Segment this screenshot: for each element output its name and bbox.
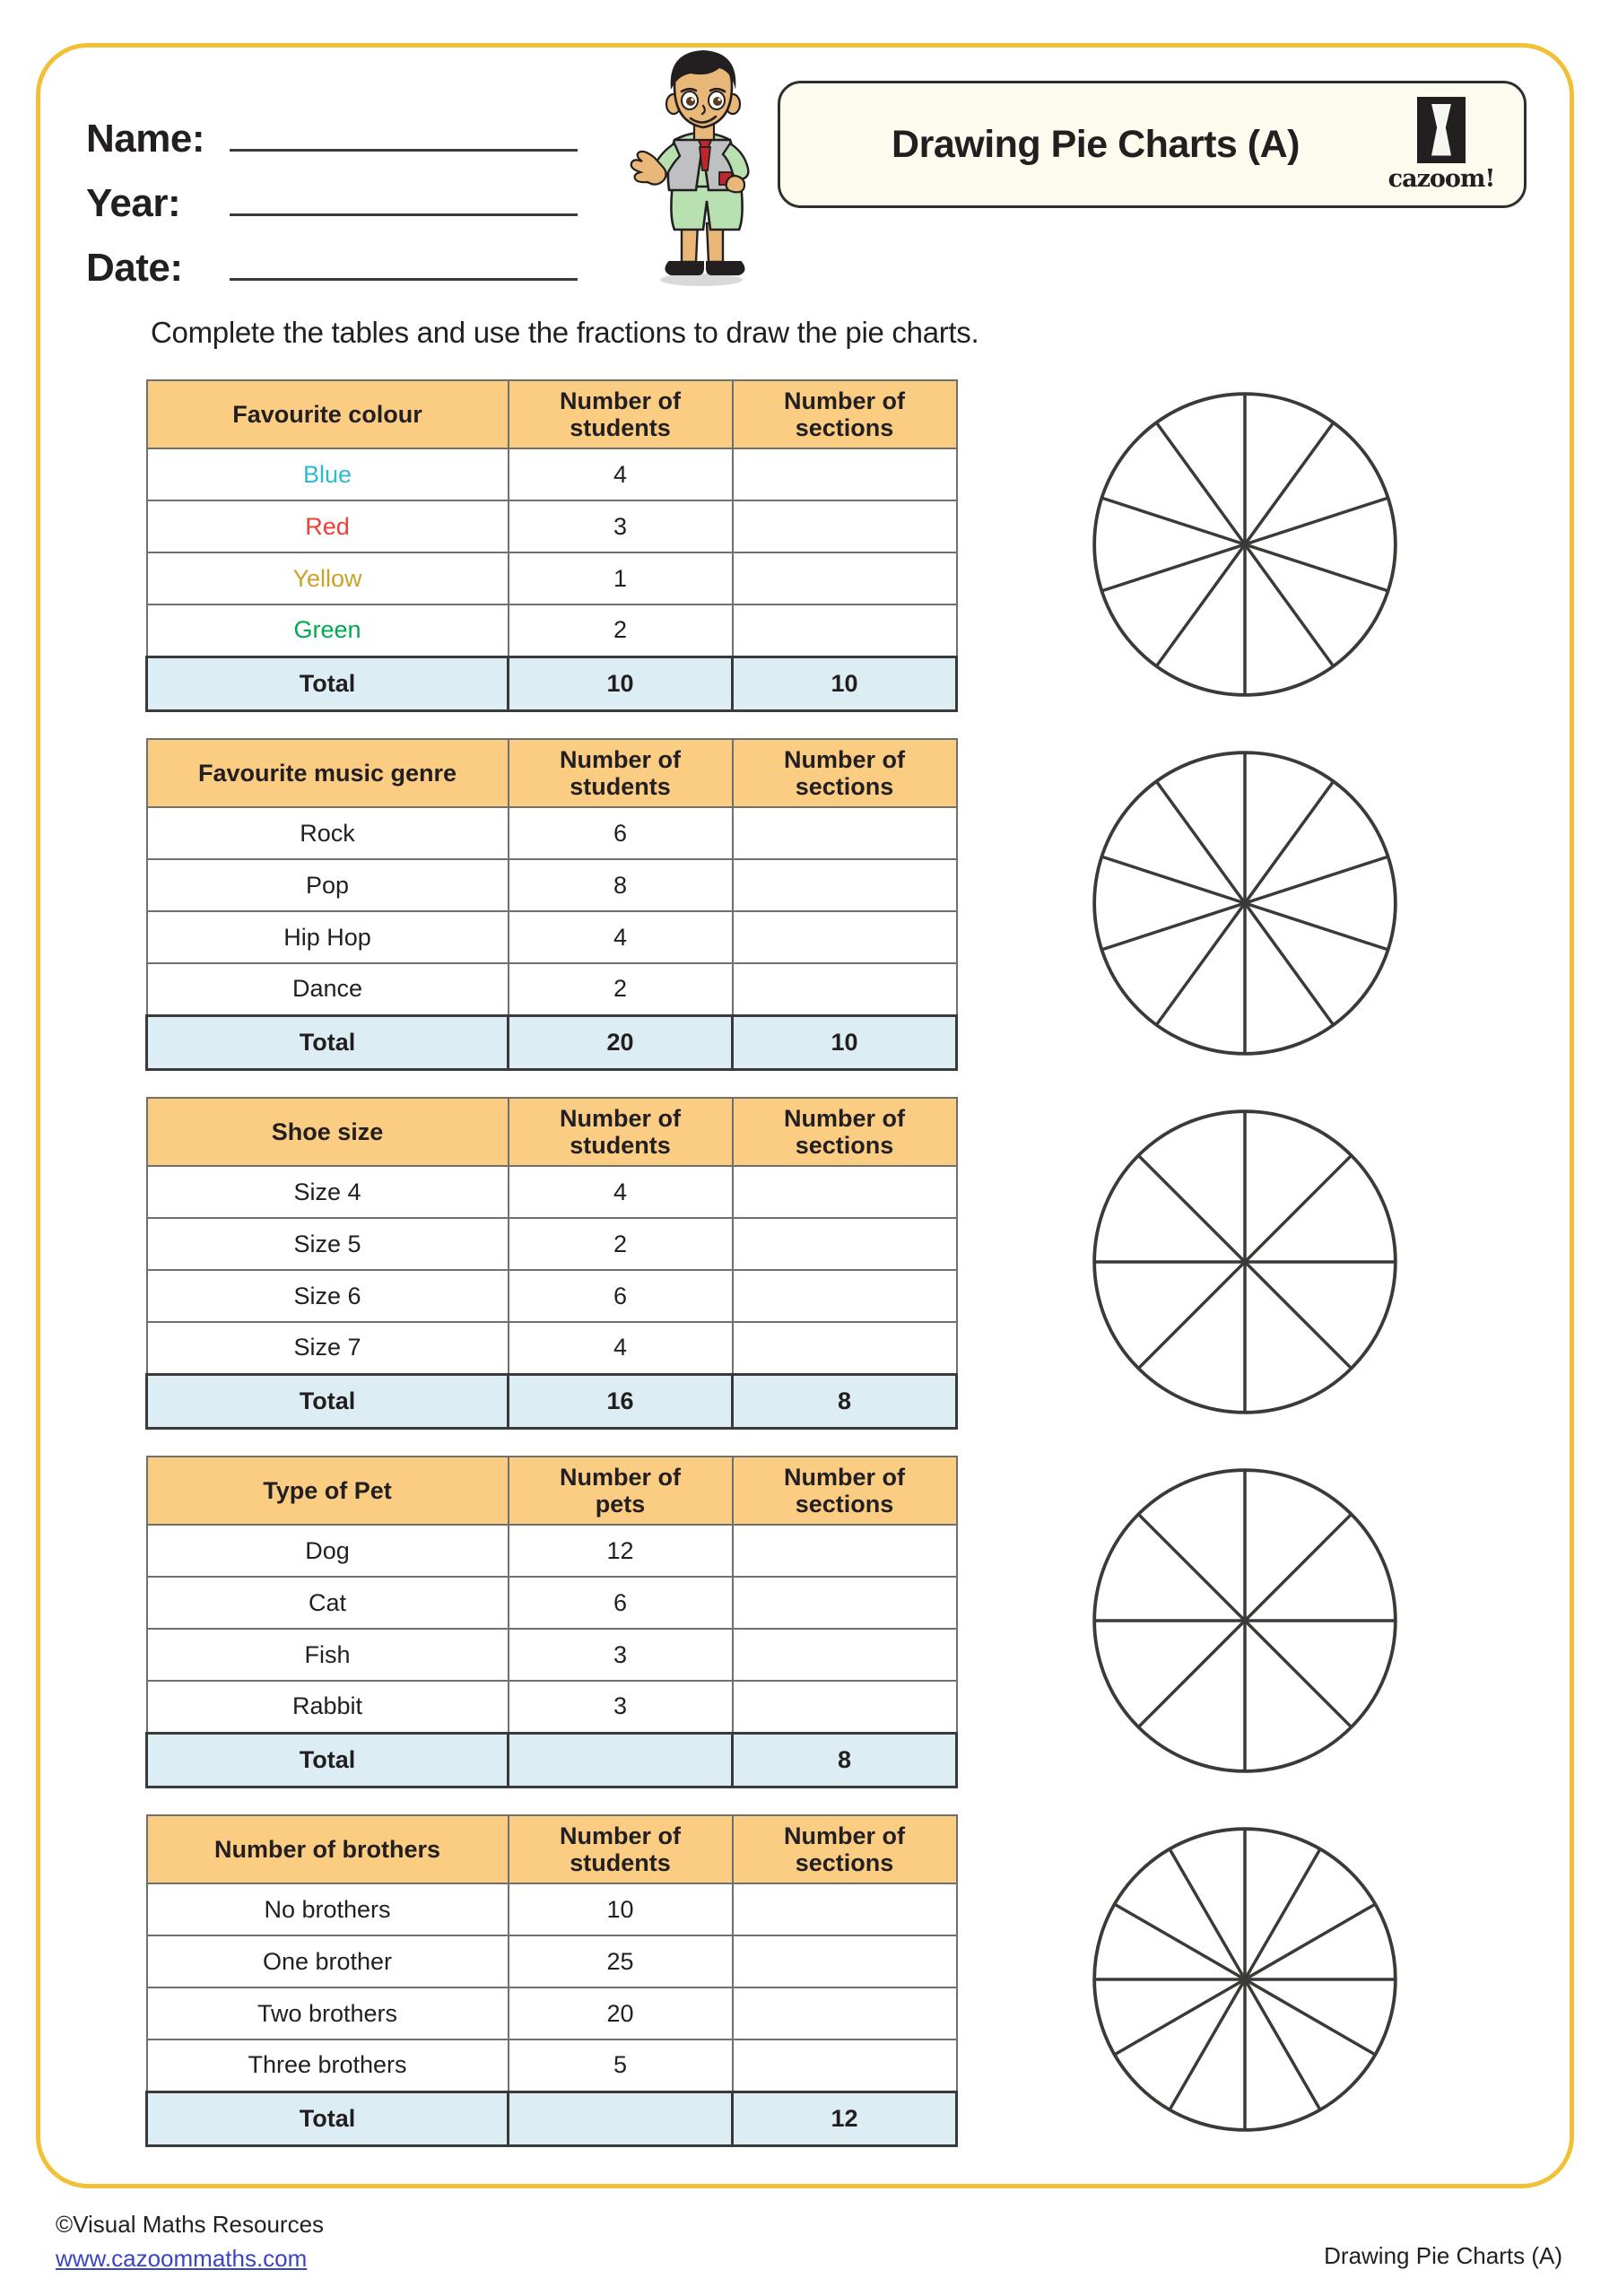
table-row (147, 604, 957, 657)
table-row (147, 1987, 957, 2039)
table-row (147, 1681, 957, 1733)
table-total-row (147, 1015, 957, 1069)
cell-sections-blank[interactable] (733, 911, 957, 963)
cell-count: 3 (509, 1681, 733, 1733)
cell-count: 4 (509, 448, 733, 500)
cell-category: Dance (147, 963, 509, 1015)
cell-category: Rock (147, 807, 509, 859)
date-field-row (86, 223, 578, 288)
cazoom-glass-icon (1417, 97, 1466, 163)
cell-category: Size 6 (147, 1270, 509, 1322)
cell-category: Size 5 (147, 1218, 509, 1270)
year-input-line[interactable] (230, 213, 578, 216)
column-header-sections: Number of sections (733, 1457, 957, 1525)
worksheet-block (0, 1090, 1618, 1448)
table-total-row (147, 1374, 957, 1428)
worksheet-body (0, 372, 1618, 2166)
cell-sections-blank[interactable] (733, 1218, 957, 1270)
column-header-count: Number of students (509, 380, 733, 448)
blank-pie-chart[interactable] (1074, 1450, 1415, 1791)
table-header-row (147, 1457, 957, 1525)
total-label: Total (147, 2092, 509, 2145)
table-row (147, 1166, 957, 1218)
worksheet-header (0, 0, 1618, 296)
page-title: Drawing Pie Charts (A) (892, 122, 1300, 166)
total-sections: 8 (733, 1374, 957, 1428)
total-count[interactable]: 10 (509, 657, 733, 710)
data-table (145, 1814, 958, 2147)
table-row (147, 1218, 957, 1270)
table-row (147, 1935, 957, 1987)
date-label: Date: (86, 246, 183, 290)
table-header-row (147, 380, 957, 448)
data-table (145, 738, 958, 1071)
cell-category: Red (147, 500, 509, 552)
cell-count: 4 (509, 911, 733, 963)
cell-count: 10 (509, 1883, 733, 1935)
data-table (145, 1456, 958, 1788)
total-sections: 8 (733, 1733, 957, 1787)
cell-category: Hip Hop (147, 911, 509, 963)
blank-pie-chart[interactable] (1074, 374, 1415, 715)
table-row (147, 1270, 957, 1322)
cell-category: Fish (147, 1629, 509, 1681)
cell-count: 2 (509, 604, 733, 657)
table-row (147, 552, 957, 604)
cell-sections-blank[interactable] (733, 1883, 957, 1935)
cell-category: Cat (147, 1577, 509, 1629)
cell-category: Two brothers (147, 1987, 509, 2039)
total-count[interactable]: 16 (509, 1374, 733, 1428)
total-sections: 10 (733, 657, 957, 710)
cell-count: 8 (509, 859, 733, 911)
cell-count: 6 (509, 1270, 733, 1322)
table-total-row (147, 657, 957, 710)
total-count[interactable]: 20 (509, 1015, 733, 1069)
cell-sections-blank[interactable] (733, 807, 957, 859)
total-count[interactable] (509, 2092, 733, 2145)
date-input-line[interactable] (230, 278, 578, 281)
column-header-sections: Number of sections (733, 739, 957, 807)
cazoom-logo (1379, 97, 1504, 193)
worksheet-block (0, 1807, 1618, 2166)
table-row (147, 448, 957, 500)
total-label: Total (147, 657, 509, 710)
total-label: Total (147, 1374, 509, 1428)
cell-category: Pop (147, 859, 509, 911)
column-header-category: Favourite music genre (147, 739, 509, 807)
cell-category: Rabbit (147, 1681, 509, 1733)
website-link[interactable]: www.cazoommaths.com (56, 2244, 308, 2272)
cell-category: No brothers (147, 1883, 509, 1935)
cell-count: 4 (509, 1166, 733, 1218)
column-header-sections: Number of sections (733, 380, 957, 448)
table-row (147, 500, 957, 552)
cell-sections-blank[interactable] (733, 2039, 957, 2092)
column-header-count: Number of pets (509, 1457, 733, 1525)
cell-count: 2 (509, 963, 733, 1015)
column-header-count: Number of students (509, 739, 733, 807)
table-row (147, 911, 957, 963)
cell-category: Blue (147, 448, 509, 500)
table-row (147, 1577, 957, 1629)
copyright-text: ©Visual Maths Resources (56, 2211, 325, 2238)
cell-count: 20 (509, 1987, 733, 2039)
column-header-category: Type of Pet (147, 1457, 509, 1525)
worksheet-block (0, 372, 1618, 731)
cell-sections-blank[interactable] (733, 1577, 957, 1629)
footer-worksheet-label: Drawing Pie Charts (A) (1324, 2242, 1562, 2269)
name-label: Name: (86, 117, 204, 161)
cell-category: Yellow (147, 552, 509, 604)
cell-sections-blank[interactable] (733, 604, 957, 657)
column-header-category: Favourite colour (147, 380, 509, 448)
cell-sections-blank[interactable] (733, 1525, 957, 1577)
data-table (145, 1097, 958, 1430)
cell-sections-blank[interactable] (733, 859, 957, 911)
cell-sections-blank[interactable] (733, 1270, 957, 1322)
blank-pie-chart[interactable] (1074, 1809, 1415, 2150)
cell-count: 12 (509, 1525, 733, 1577)
cell-count: 6 (509, 1577, 733, 1629)
column-header-sections: Number of sections (733, 1815, 957, 1883)
table-header-row (147, 739, 957, 807)
cell-count: 25 (509, 1935, 733, 1987)
year-field-row (86, 159, 578, 223)
year-label: Year: (86, 181, 181, 225)
cell-count: 5 (509, 2039, 733, 2092)
student-details-block (86, 94, 578, 288)
worksheet-title-box (778, 81, 1527, 208)
column-header-count: Number of students (509, 1098, 733, 1166)
cell-sections-blank[interactable] (733, 448, 957, 500)
cell-sections-blank[interactable] (733, 500, 957, 552)
instruction-text: Complete the tables and use the fractions to draw the pie charts. (151, 316, 979, 349)
table-row (147, 2039, 957, 2092)
cell-count: 3 (509, 1629, 733, 1681)
table-row (147, 963, 957, 1015)
cell-sections-blank[interactable] (733, 1166, 957, 1218)
table-total-row (147, 1733, 957, 1787)
total-sections: 12 (733, 2092, 957, 2145)
column-header-count: Number of students (509, 1815, 733, 1883)
cell-sections-blank[interactable] (733, 1935, 957, 1987)
cell-sections-blank[interactable] (733, 1629, 957, 1681)
cell-sections-blank[interactable] (733, 1322, 957, 1374)
cell-category: One brother (147, 1935, 509, 1987)
cell-count: 4 (509, 1322, 733, 1374)
blank-pie-chart[interactable] (1074, 1091, 1415, 1432)
total-label: Total (147, 1015, 509, 1069)
footer-left-block (56, 2208, 324, 2275)
cazoom-wordmark: cazoom! (1387, 164, 1495, 193)
blank-pie-chart[interactable] (1074, 733, 1415, 1074)
table-row (147, 859, 957, 911)
table-total-row (147, 2092, 957, 2145)
data-table (145, 379, 958, 712)
cell-count: 6 (509, 807, 733, 859)
table-row (147, 1525, 957, 1577)
column-header-category: Shoe size (147, 1098, 509, 1166)
column-header-sections: Number of sections (733, 1098, 957, 1166)
total-sections: 10 (733, 1015, 957, 1069)
table-row (147, 1322, 957, 1374)
cell-category: Three brothers (147, 2039, 509, 2092)
total-count[interactable] (509, 1733, 733, 1787)
cell-sections-blank[interactable] (733, 1681, 957, 1733)
table-row (147, 1629, 957, 1681)
cell-category: Size 7 (147, 1322, 509, 1374)
cell-count: 3 (509, 500, 733, 552)
worksheet-block (0, 1448, 1618, 1807)
column-header-category: Number of brothers (147, 1815, 509, 1883)
table-row (147, 807, 957, 859)
cell-sections-blank[interactable] (733, 1987, 957, 2039)
cell-category: Dog (147, 1525, 509, 1577)
cell-category: Size 4 (147, 1166, 509, 1218)
table-header-row (147, 1815, 957, 1883)
worksheet-block (0, 731, 1618, 1090)
worksheet-footer (0, 2208, 1618, 2296)
table-row (147, 1883, 957, 1935)
name-input-line[interactable] (230, 149, 578, 152)
total-label: Total (147, 1733, 509, 1787)
cell-count: 1 (509, 552, 733, 604)
cell-sections-blank[interactable] (733, 963, 957, 1015)
table-header-row (147, 1098, 957, 1166)
student-mascot-icon (619, 39, 780, 291)
cell-category: Green (147, 604, 509, 657)
cell-count: 2 (509, 1218, 733, 1270)
cell-sections-blank[interactable] (733, 552, 957, 604)
name-field-row (86, 94, 578, 159)
